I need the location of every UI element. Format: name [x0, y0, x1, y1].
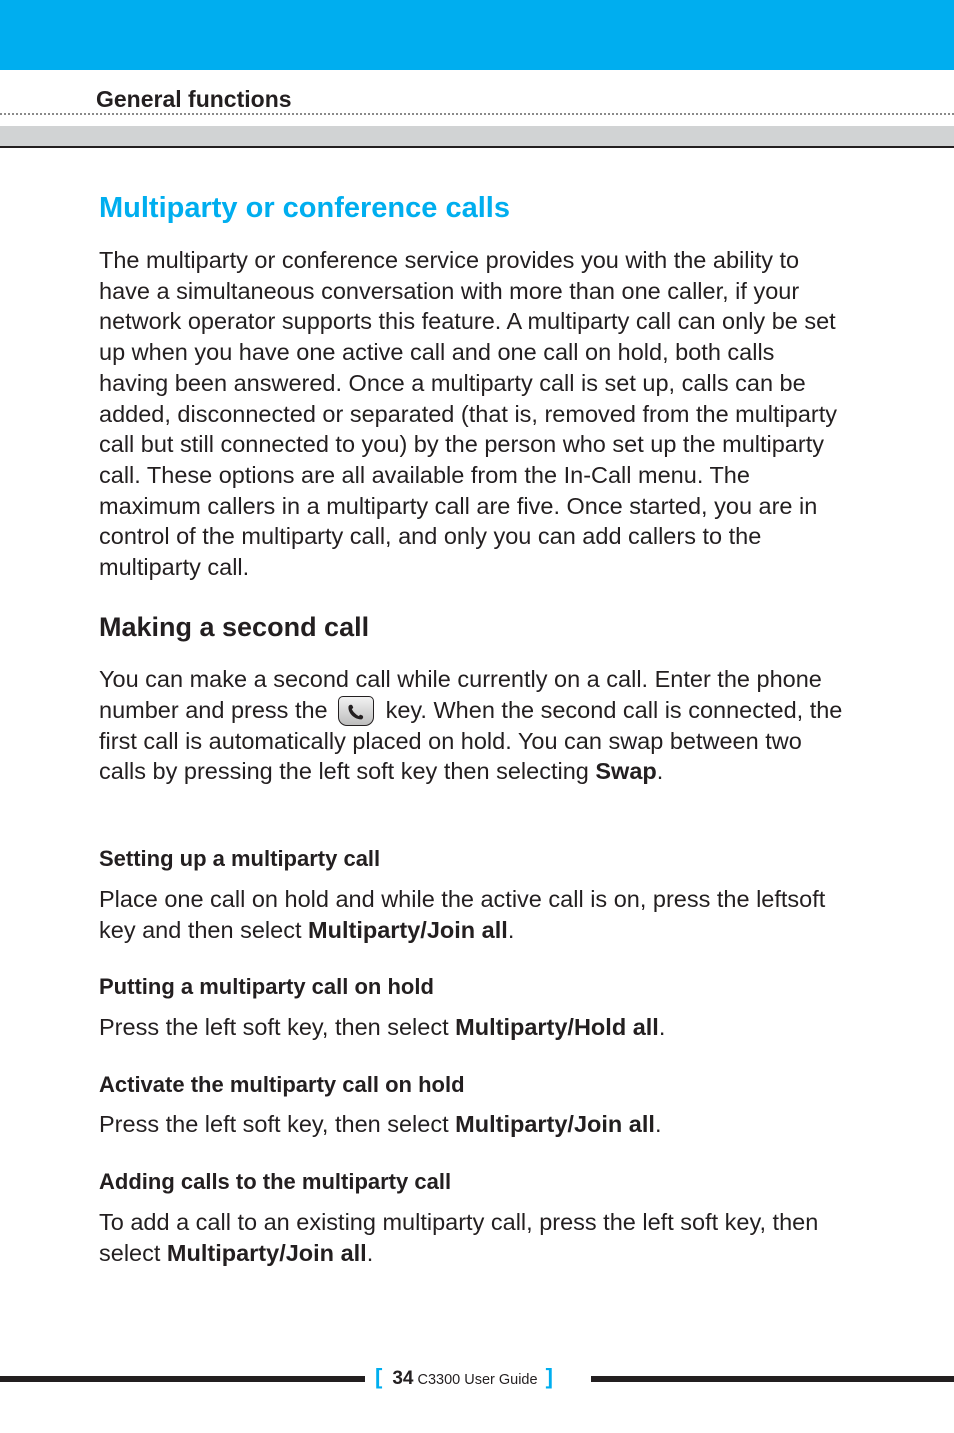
- footer-rule-left: [0, 1376, 365, 1382]
- second-call-paragraph: You can make a second call while currently on a call. Enter the phone number and press the key. When the second call is connected, the first call is automatically placed on hold. You can swap between two calls by pressing the left soft key then selecting Swap.: [99, 666, 843, 785]
- send-key-icon: [338, 696, 374, 726]
- guide-title: C3300 User Guide: [417, 1372, 538, 1388]
- activate-command: Multiparty/Join all: [455, 1111, 655, 1137]
- second-call-text-2: key. When the second call is connected, the first call is automatically placed on hold. You can swap between two calls by pressing the left soft key then selecting: [99, 696, 843, 785]
- dotted-divider: [0, 113, 954, 115]
- setup-heading: Setting up a multiparty call: [99, 846, 381, 871]
- adding-paragraph: To add a call to an existing multiparty call, press the left soft key, then select Multiparty/Join all.: [99, 1209, 819, 1266]
- second-call-text-1: You can make a second call while currently on a call. Enter the phone number and press the: [99, 666, 822, 723]
- adding-command: Multiparty/Join all: [166, 1239, 367, 1266]
- swap-term: Swap: [595, 758, 657, 785]
- footer-rule-right: [591, 1376, 954, 1382]
- hold-command: Multiparty/Hold all: [455, 1014, 659, 1040]
- footer-bracket-close: ]: [545, 1364, 553, 1389]
- header-grey-band: [0, 126, 954, 148]
- setup-paragraph: Place one call on hold and while the active call is on, press the leftsoft key and then select Multiparty/Join all.: [99, 886, 826, 943]
- hold-heading: Putting a multiparty call on hold: [99, 974, 434, 999]
- top-color-band: [0, 0, 954, 70]
- page-number: 34: [392, 1368, 414, 1389]
- hold-paragraph: Press the left soft key, then select Multiparty/Hold all.: [99, 1014, 666, 1040]
- adding-heading: Adding calls to the multiparty call: [99, 1169, 452, 1194]
- setup-command: Multiparty/Join all: [308, 916, 508, 943]
- page-title: Multiparty or conference calls: [99, 192, 510, 224]
- section-header: General functions: [96, 86, 292, 112]
- activate-heading: Activate the multiparty call on hold: [99, 1072, 465, 1097]
- second-call-heading: Making a second call: [99, 612, 370, 642]
- footer-bracket-open: [: [375, 1364, 383, 1389]
- page-footer: [375, 1364, 553, 1396]
- multiparty-paragraph: The multiparty or conference service provides you with the ability to have a simultaneous conversation with more than one caller, if your network operator supports this feature. A multiparty call can only be set up when you have one active call and one call on hold, both calls having been answered. Once a multiparty call is set up, calls can be added, disconnected or separated (that is, removed from the multiparty call but still connected to you) by the person who set up the multiparty call. These options are all available from the In-Call menu. The maximum callers in a multiparty call are five. Once started, you are in control of the multiparty call, and only you can add callers to the multiparty call.: [99, 247, 838, 581]
- activate-paragraph: Press the left soft key, then select Multiparty/Join all.: [99, 1111, 662, 1137]
